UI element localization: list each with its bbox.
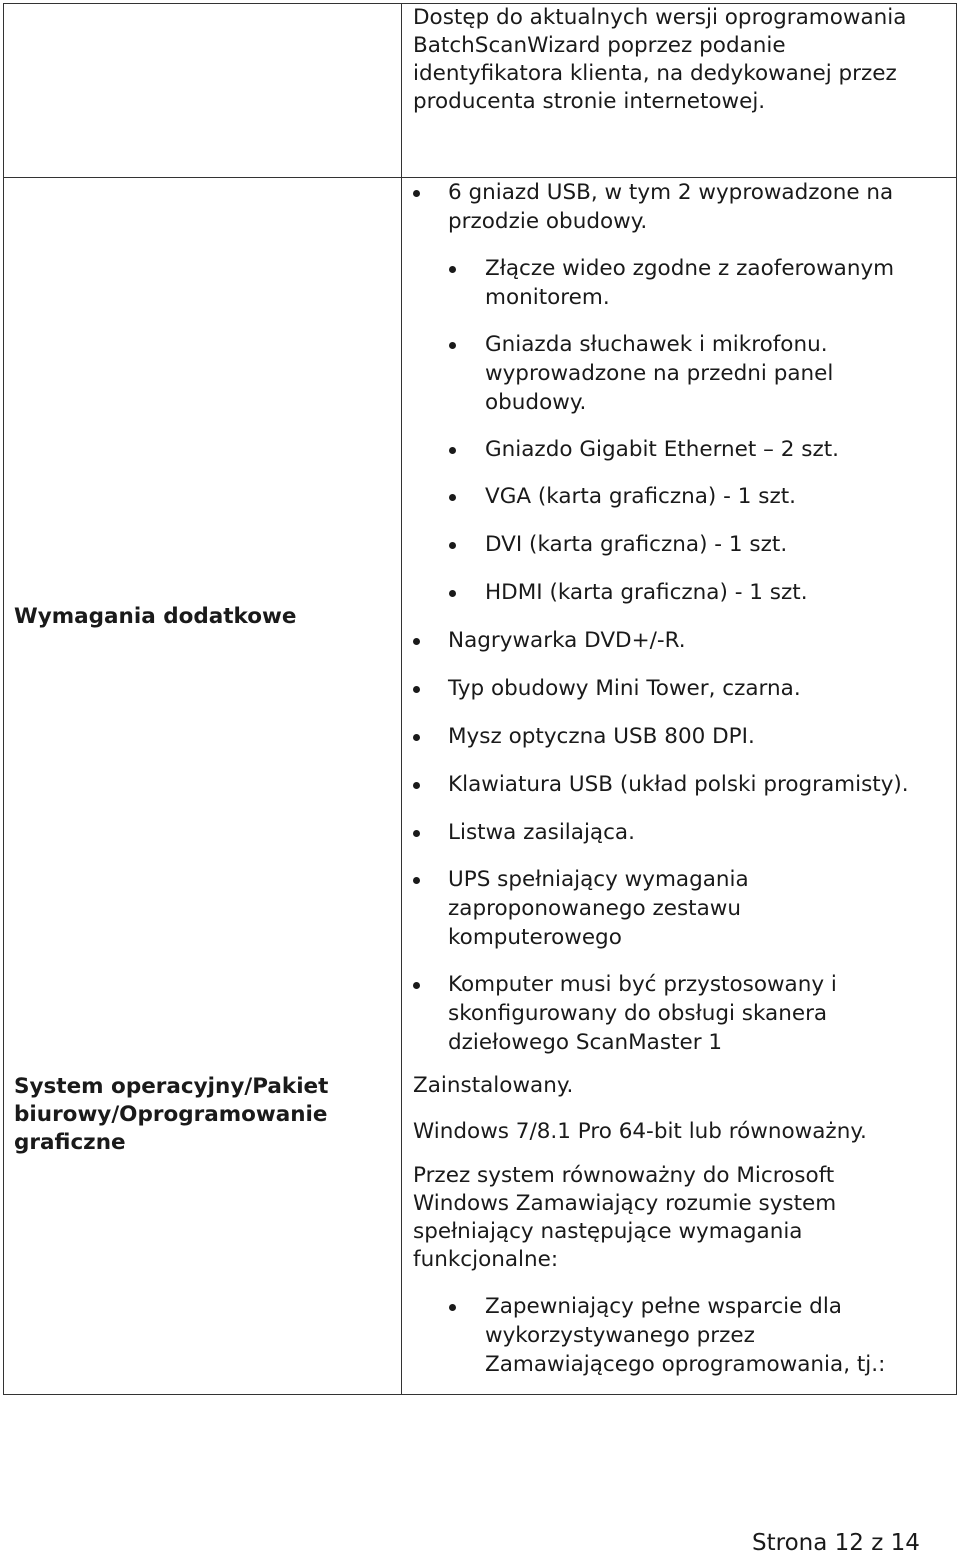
bullet bbox=[449, 447, 456, 454]
list-item: Złącze wideo zgodne z zaoferowanym bbox=[485, 256, 895, 281]
list-item: Listwa zasilająca. bbox=[448, 820, 635, 845]
top-row-line: BatchScanWizard poprzez podanie bbox=[413, 33, 786, 58]
system-label-line: biurowy/Oprogramowanie bbox=[14, 1102, 328, 1127]
list-item: Klawiatura USB (układ polski programisty). bbox=[448, 772, 909, 797]
list-item: HDMI (karta graficzna) - 1 szt. bbox=[485, 580, 808, 605]
list-item: Zapewniający pełne wsparcie dla bbox=[485, 1294, 842, 1319]
paragraph-line: funkcjonalne: bbox=[413, 1247, 559, 1272]
list-item: UPS spełniający wymagania bbox=[448, 867, 749, 892]
list-item: Gniazdo Gigabit Ethernet – 2 szt. bbox=[485, 437, 839, 462]
list-item: Mysz optyczna USB 800 DPI. bbox=[448, 724, 755, 749]
list-item: VGA (karta graficzna) - 1 szt. bbox=[485, 484, 797, 509]
bullet bbox=[413, 877, 420, 884]
bullet bbox=[413, 190, 420, 197]
list-item: obudowy. bbox=[485, 390, 587, 415]
bullet bbox=[449, 494, 456, 501]
top-row-line: producenta stronie internetowej. bbox=[413, 89, 766, 114]
bullet bbox=[449, 342, 456, 349]
list-item: 6 gniazd USB, w tym 2 wyprowadzone na bbox=[448, 180, 894, 205]
list-item: komputerowego bbox=[448, 925, 622, 950]
list-item: Gniazda słuchawek i mikrofonu. bbox=[485, 332, 828, 357]
list-item: skonfigurowany do obsługi skanera bbox=[448, 1001, 828, 1026]
list-item: przodzie obudowy. bbox=[448, 209, 648, 234]
list-item: Nagrywarka DVD+/-R. bbox=[448, 628, 686, 653]
installed-text: Zainstalowany. bbox=[413, 1073, 574, 1098]
wymagania-label: Wymagania dodatkowe bbox=[14, 604, 297, 629]
list-item: DVI (karta graficzna) - 1 szt. bbox=[485, 532, 788, 557]
bullet bbox=[413, 982, 420, 989]
system-label-line: graficzne bbox=[14, 1130, 126, 1155]
list-item: zaproponowanego zestawu bbox=[448, 896, 741, 921]
row-divider bbox=[4, 177, 956, 178]
bullet bbox=[413, 782, 420, 789]
bullet bbox=[449, 1304, 456, 1311]
column-divider bbox=[401, 4, 402, 1394]
bullet bbox=[413, 734, 420, 741]
list-item: Typ obudowy Mini Tower, czarna. bbox=[448, 676, 801, 701]
bullet bbox=[449, 266, 456, 273]
bullet bbox=[413, 638, 420, 645]
list-item: wykorzystywanego przez bbox=[485, 1323, 755, 1348]
bullet bbox=[449, 590, 456, 597]
page-number: Strona 12 z 14 bbox=[752, 1530, 920, 1556]
list-item: Komputer musi być przystosowany i bbox=[448, 972, 837, 997]
paragraph-line: Windows Zamawiający rozumie system bbox=[413, 1191, 837, 1216]
windows-text: Windows 7/8.1 Pro 64-bit lub równoważny. bbox=[413, 1119, 867, 1144]
list-item: dziełowego ScanMaster 1 bbox=[448, 1030, 723, 1055]
paragraph-line: Przez system równoważny do Microsoft bbox=[413, 1163, 835, 1188]
top-row-line: Dostęp do aktualnych wersji oprogramowania bbox=[413, 5, 907, 30]
top-row-line: identyfikatora klienta, na dedykowanej przez bbox=[413, 61, 897, 86]
list-item: monitorem. bbox=[485, 285, 610, 310]
bullet bbox=[449, 542, 456, 549]
paragraph-line: spełniający następujące wymagania bbox=[413, 1219, 803, 1244]
bullet bbox=[413, 686, 420, 693]
list-item: Zamawiającego oprogramowania, tj.: bbox=[485, 1352, 886, 1377]
bullet bbox=[413, 830, 420, 837]
system-label-line: System operacyjny/Pakiet bbox=[14, 1074, 329, 1099]
list-item: wyprowadzone na przedni panel bbox=[485, 361, 834, 386]
